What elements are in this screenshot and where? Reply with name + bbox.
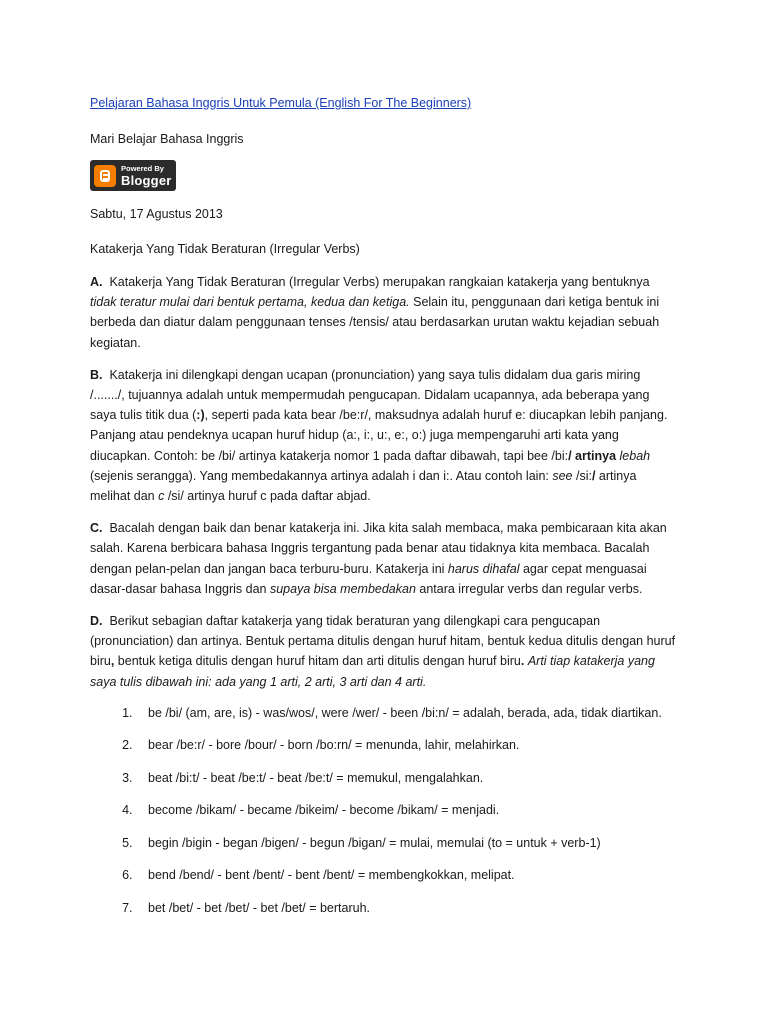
text: (sejenis serangga). Yang membedakannya artinya adalah i dan i:. Atau contoh lain: bbox=[90, 468, 553, 483]
italic-text: c bbox=[158, 489, 165, 504]
blog-subtitle: Mari Belajar Bahasa Inggris bbox=[90, 132, 244, 146]
text: Katakerja Yang Tidak Beraturan (Irregular Verbs) merupakan rangkaian katakerja yang bentuknya bbox=[109, 275, 650, 289]
post-heading: Katakerja Yang Tidak Beraturan (Irregular Verbs) bbox=[90, 242, 360, 256]
text: Katakerja ini dilengkapi dengan ucapan (pronunciation) yang saya tulis didalam dua garis miring /......./, tujuannya adalah untuk mempermudah pengucapan. Didalam ucapannya, ada beberapa yang saya tulis titik dua ( bbox=[90, 367, 650, 423]
badge-text bbox=[121, 164, 172, 188]
paragraph-label: D. bbox=[90, 614, 103, 629]
text: agar cepat menguasai dasar-dasar bahasa Inggris dan bbox=[90, 561, 647, 596]
italic-text: tidak teratur mulai dari bentuk pertama, kedua dan ketiga. bbox=[90, 295, 410, 310]
verb-list-item: 4. become /bikam/ - became /bikeim/ - become /bikam/ = menjadi. bbox=[136, 801, 678, 819]
italic-text: see bbox=[552, 468, 573, 483]
paragraph-label: A. bbox=[90, 275, 103, 289]
text: artinya melihat dan bbox=[90, 468, 637, 504]
blogger-logo-icon bbox=[94, 165, 116, 187]
text: Bacalah dengan baik dan benar katakerja ini. Jika kita salah membaca, maka pembicaraan kita akan salah. Karena berbicara bahasa Inggris tergantung pada benar atau tidaknya kita membaca. Bacalah dengan pelan-pelan dan jangan baca terburu-buru. Katakerja ini bbox=[90, 521, 667, 576]
text: antara irregular verbs dan regular verbs. bbox=[415, 581, 643, 596]
italic-text: Arti tiap katakerja yang saya tulis dibawah ini: ada yang 1 arti, 2 arti, 3 arti dan 4 arti. bbox=[90, 654, 655, 689]
verb-list-item: 3. beat /bi:t/ - beat /be:t/ - beat /be:t/ = memukul, mengalahkan. bbox=[136, 769, 678, 787]
verb-list-item: 5. begin /bigin - began /bigen/ - begun /bigan/ = mulai, memulai (to = untuk + verb-1) bbox=[136, 834, 678, 852]
paragraph-d bbox=[90, 611, 678, 692]
text: Selain itu, penggunaan dari ketiga bentuk ini berbeda dan diatur dalam penggunaan tenses /tensis/ atau berdasarkan urutan waktu kejadian sebuah kegiatan. bbox=[90, 295, 660, 350]
italic-text: lebah bbox=[619, 448, 651, 463]
bold-text: . bbox=[520, 654, 525, 669]
paragraph-c bbox=[90, 518, 678, 599]
italic-text: supaya bisa membedakan bbox=[269, 581, 416, 596]
verb-list-item: 6. bend /bend/ - bent /bent/ - bent /bent/ = membengkokkan, melipat. bbox=[136, 866, 678, 884]
badge-big-text: Blogger bbox=[121, 172, 172, 188]
verb-list-item: 2. bear /be:r/ - bore /bour/ - born /bo:rn/ = menunda, lahir, melahirkan. bbox=[136, 736, 678, 754]
paragraph-label: B. bbox=[90, 367, 103, 382]
bold-text: :) bbox=[196, 408, 205, 423]
paragraph-label: C. bbox=[90, 521, 103, 536]
bold-text: / artinya bbox=[568, 448, 617, 463]
text: bentuk ketiga ditulis dengan huruf hitam dan arti ditulis dengan huruf biru bbox=[114, 654, 521, 669]
verb-list-item: 1. be /bi/ (am, are, is) - was/wos/, were /wer/ - been /bi:n/ = adalah, berada, ada, tidak diartikan. bbox=[136, 704, 678, 722]
paragraph-a bbox=[90, 272, 678, 353]
verb-list bbox=[90, 704, 678, 917]
text: Berikut sebagian daftar katakerja yang tidak beraturan yang dilengkapi cara pengucapan (pronunciation) dan artinya. Bentuk pertama ditulis dengan huruf hitam, bentuk kedua ditulis dengan huruf biru bbox=[90, 614, 676, 669]
badge-small-text: Powered By bbox=[121, 163, 164, 173]
italic-text: harus dihafal bbox=[447, 561, 520, 576]
bold-text: , bbox=[110, 654, 115, 669]
text: /si/ artinya huruf c pada daftar abjad. bbox=[164, 489, 371, 504]
blog-title-link[interactable]: Pelajaran Bahasa Inggris Untuk Pemula (English For The Beginners) bbox=[90, 96, 472, 110]
text: , seperti pada kata bear /be:r/, maksudnya adalah huruf e: diucapkan lebih panjang. Panjang atau pendeknya ucapan huruf hidup (a:, i:, u:, e:, o:) juga mempengaruhi arti kata yang diucapkan. Contoh: be /bi/ artinya katakerja nomor 1 pada daftar dibawah, tapi bee /bi: bbox=[90, 408, 668, 463]
bold-text: / bbox=[591, 468, 596, 483]
verb-list-item: 7. bet /bet/ - bet /bet/ - bet /bet/ = bertaruh. bbox=[136, 899, 678, 917]
post-date: Sabtu, 17 Agustus 2013 bbox=[90, 207, 223, 221]
paragraph-b bbox=[90, 365, 678, 506]
text: /si: bbox=[572, 468, 592, 483]
powered-by-blogger-badge[interactable] bbox=[90, 160, 176, 191]
